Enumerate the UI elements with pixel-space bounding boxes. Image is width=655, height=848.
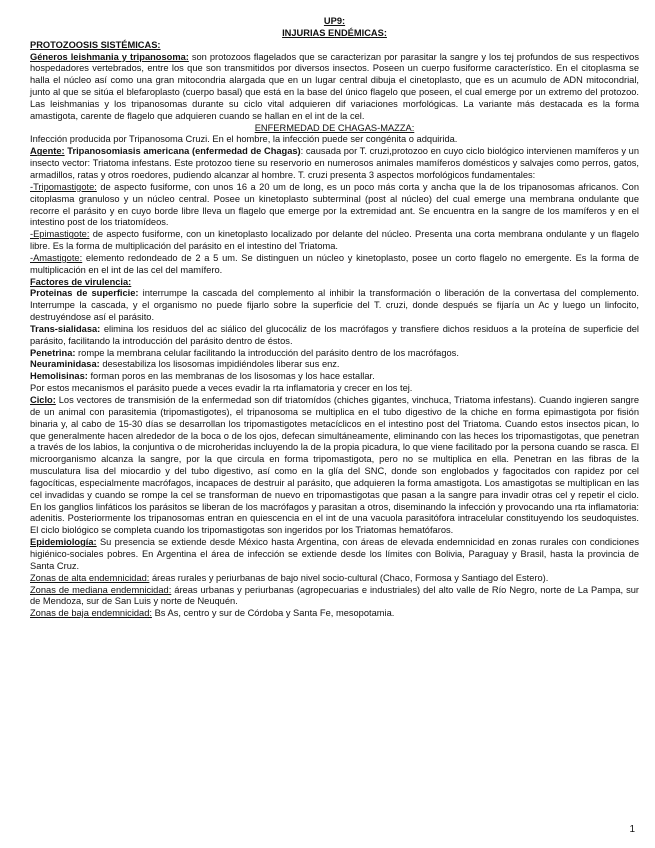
agent-paragraph — [30, 146, 639, 182]
virulence-lead: Hemolisinas: — [30, 371, 88, 382]
zone-paragraph — [30, 608, 639, 620]
form-lead: -Epimastigote: — [30, 229, 90, 240]
virulence-heading — [30, 277, 639, 289]
virulence-item — [30, 324, 639, 348]
virulence-text: interrumpe la cascada del complemento al inhibir la transformación o liberación de la convertasa del complemento. Interrumpe la cascada, y el organismo no puede fijarlo sobre la superficie del T. cruzi, donde después se fijaría un Ac y luego un linfocito, destruyéndose así el parásito. — [30, 288, 639, 323]
zone-lead: Zonas de mediana endemnicidad: — [30, 584, 172, 595]
virulence-item — [30, 359, 639, 371]
virulence-text: rompe la membrana celular facilitando la introducción del parásito dentro de los macrófagos. — [75, 347, 459, 358]
unit-title: UP9: — [323, 16, 346, 26]
chagas-heading — [30, 123, 639, 135]
virulence-text: elimina los residuos del ac siálico del glucocáliz de los macrófagos y transfiere dichos residuos a la proteína de superficie del parásito, facilitando la introducción del parásito dentro de éstos. — [30, 323, 639, 346]
zone-text: áreas urbanas y periurbanas (agropecuarias e industriales) del alto valle de Río Negro, norte de La Pampa, sur de Mendoza, sur de San Luis y norte de Neuquén. — [30, 584, 639, 607]
form-lead: -Amastigote: — [30, 252, 83, 263]
document-subtitle: INJURIAS ENDÉMICAS: — [282, 27, 387, 38]
document-page — [30, 16, 639, 620]
virulence-item — [30, 371, 639, 383]
mechanisms-paragraph: Por estos mecanismos el parásito puede a veces evadir la rta inflamatoria y crecer en los tej. — [30, 383, 413, 394]
section-title-text: PROTOZOOSIS SISTÉMICAS: — [30, 39, 161, 50]
form-text: de aspecto fusiforme, con unos 16 a 20 um de long, es un poco más corta y ancha que la de los tripanosomas africanos. Con citoplasma granuloso y un núcleo central. Posee un kinetoplasto subterminal (post al núcleo) del cual emerge una membrana ondulante que recorre el parásito y en cuyo borde libre lleva un flagelo que emerge por la extremidad ant. Se encuentra en la sangre de los mamíferos y en el intestino post de los triatomídeos. — [30, 181, 639, 228]
virulence-lead: Penetrina: — [30, 347, 76, 358]
agent-bold: Tripanosomiasis americana (enfermedad de Chagas) — [64, 146, 301, 157]
intro-paragraph — [30, 52, 639, 123]
form-paragraph — [30, 253, 639, 277]
virulence-text: forman poros en las membranas de los lisosomas y los hace estallar. — [87, 371, 375, 382]
agent-lead: Agente: — [30, 146, 65, 157]
chagas-title: ENFERMEDAD DE CHAGAS-MAZZA: — [254, 122, 415, 133]
zone-paragraph — [30, 573, 639, 585]
virulence-text: desestabiliza los lisosomas impidiéndoles liberar sus enz. — [99, 359, 340, 370]
virulence-lead: Proteinas de superficie: — [30, 288, 139, 299]
epidemiology-lead: Epidemiología: — [30, 537, 97, 548]
infection-paragraph: Infección producida por Tripanosoma Cruzi. En el hombre, la infección puede ser congénita o adquirida. — [30, 134, 458, 145]
zone-text: Bs As, centro y sur de Córdoba y Santa Fe, mesopotamia. — [151, 608, 395, 619]
zone-lead: Zonas de alta endemnicidad: — [30, 572, 150, 583]
virulence-lead: Neuraminidasa: — [30, 359, 100, 370]
page-number: 1 — [629, 824, 635, 835]
virulence-item — [30, 288, 639, 324]
epidemiology-text: Su presencia se extiende desde México hasta Argentina, con áreas de elevada endemnicidad en zonas rurales con condiciones higiénico-sociales pobres. En Argentina el área de infección se extiende desde los límites con Bolivia, Paraguay y Brasil, hasta la provincia de Santa Cruz. — [30, 537, 639, 571]
intro-text: son protozoos flagelados que se caracterizan por parasitar la sangre y los tej profundos de sus respectivos hospedadores vertebrados, entre los que son transmitidos por diversos insectos. Poseen un cuerpo fusiforme característico. En el citoplasma se halla el núcleo así como una gran mitocondria alargada que en un lugar central dibuja el cinetoplasto, que es un acumulo de ADN mitocondrial, junto al que se sitúa el blefaroplasto (cuerpo basal) que está en la base del único flagelo que poseen, el cual emerge por un extremo del protozoo. Las leishmanias y los tripanosomas durante su ciclo vital adquieren dif variaciones morfológicas. La variante más destacada es la forma amastigota, carente de flagelo que adquieren cuando se hallan en el int de la cel. — [30, 51, 639, 121]
virulence-title: Factores de virulencia: — [30, 276, 132, 287]
zone-text: áreas rurales y periurbanas de bajo nivel socio-cultural (Chaco, Formosa y Santiago del Estero). — [149, 572, 549, 583]
cycle-text: Los vectores de transmisión de la enfermedad son dif triatomídos (chiches gigantes, vinchuca, Triatoma infestans). Cuando ingieren sangre de un animal con parasitemia (tripomastigotes), el tripanosoma se multiplica en el tubo digestivo de la chiche en forma epimastigota por fisión binaria y, al cabo de 15-30 días se desarrollan los tripomastigotes metacíclicos en el intestino post del Triatoma. Cuando estos insectos pican, lo que generalmente hacen alrededor de la boca o de los ojos, defecan simultáneamente, eliminando con las heces los tripomastigotas, que penetran a través de los labios, la conjuntiva o de microheridas incluyendo la de la propia picadura, lo que viene facilitado por la persona cuando se rasca. El microorganismo alcanza la sangre, por la que circula en forma tripomastigota, pero no se multiplica en ella. Penetran en las fibras de la musculatura lisa del miocardio y del tubo digestivo, así como en la glía del SNC, donde son englobados y fagocitados con rapidez por cel fagocíticas, especialmente macrófagos, incapaces de destruir al parásito, que adquieren la forma amastigota. Los amastigotas se multiplican en las cel invadidas y cuando se rompe la cel se transforman de nuevo en tripomastigotas que pasan a la sangre para invadir otras cel y repetir el ciclo. En los ganglios linfáticos los parásitos se liberan de los macrófagos y parasitan a otros, diseminando la infección y provocando una rta inflamatoria: adenitis. Posteriormente los tripanosomas entran en quiescencia en el int de una vacuola parasitófora intracelular constituyendo los seudoquistes. El ciclo biológico se completa cuando los tripomastigotas son ingeridos por los Triatomas hematófaros. — [30, 395, 639, 536]
form-paragraph — [30, 229, 639, 253]
zone-lead: Zonas de baja endemnicidad: — [30, 608, 152, 619]
form-text: elemento redondeado de 2 a 5 um. Se distinguen un núcleo y kinetoplasto, posee un corto flagelo no emergente. Es la forma de multiplicación en el int de las cel del mamífero. — [30, 252, 639, 275]
zone-paragraph — [30, 585, 639, 609]
cycle-paragraph — [30, 395, 639, 537]
section-title — [30, 40, 639, 52]
cycle-lead: Ciclo: — [30, 395, 56, 405]
form-text: de aspecto fusiforme, con un kinetoplasto localizado por delante del núcleo. Presenta una corta membrana ondulante y un flagelo libre. Es la forma de multiplicación del parásito en el intestino del Triatoma. — [30, 229, 639, 252]
epidemiology-paragraph — [30, 537, 639, 573]
form-lead: -Tripomastigote: — [30, 181, 97, 192]
form-paragraph — [30, 182, 639, 229]
agent-text: : causada por T. cruzi,protozoo en cuyo ciclo biológico intervienen mamíferos y un insecto vector: Triatoma infestans. Este protozoo tiene su reservorio en numerosos animales mamíferos domésticos y salvajes como perros, gatos, armadillos, ratas y otros roedores, pudiendo alcanzar al hombre. T. cruzi presenta 3 aspectos morfológicos fundamentales: — [30, 146, 639, 180]
virulence-item — [30, 348, 639, 360]
virulence-lead: Trans-sialidasa: — [30, 323, 101, 334]
intro-lead: Géneros leishmania y tripanosoma: — [30, 51, 189, 62]
